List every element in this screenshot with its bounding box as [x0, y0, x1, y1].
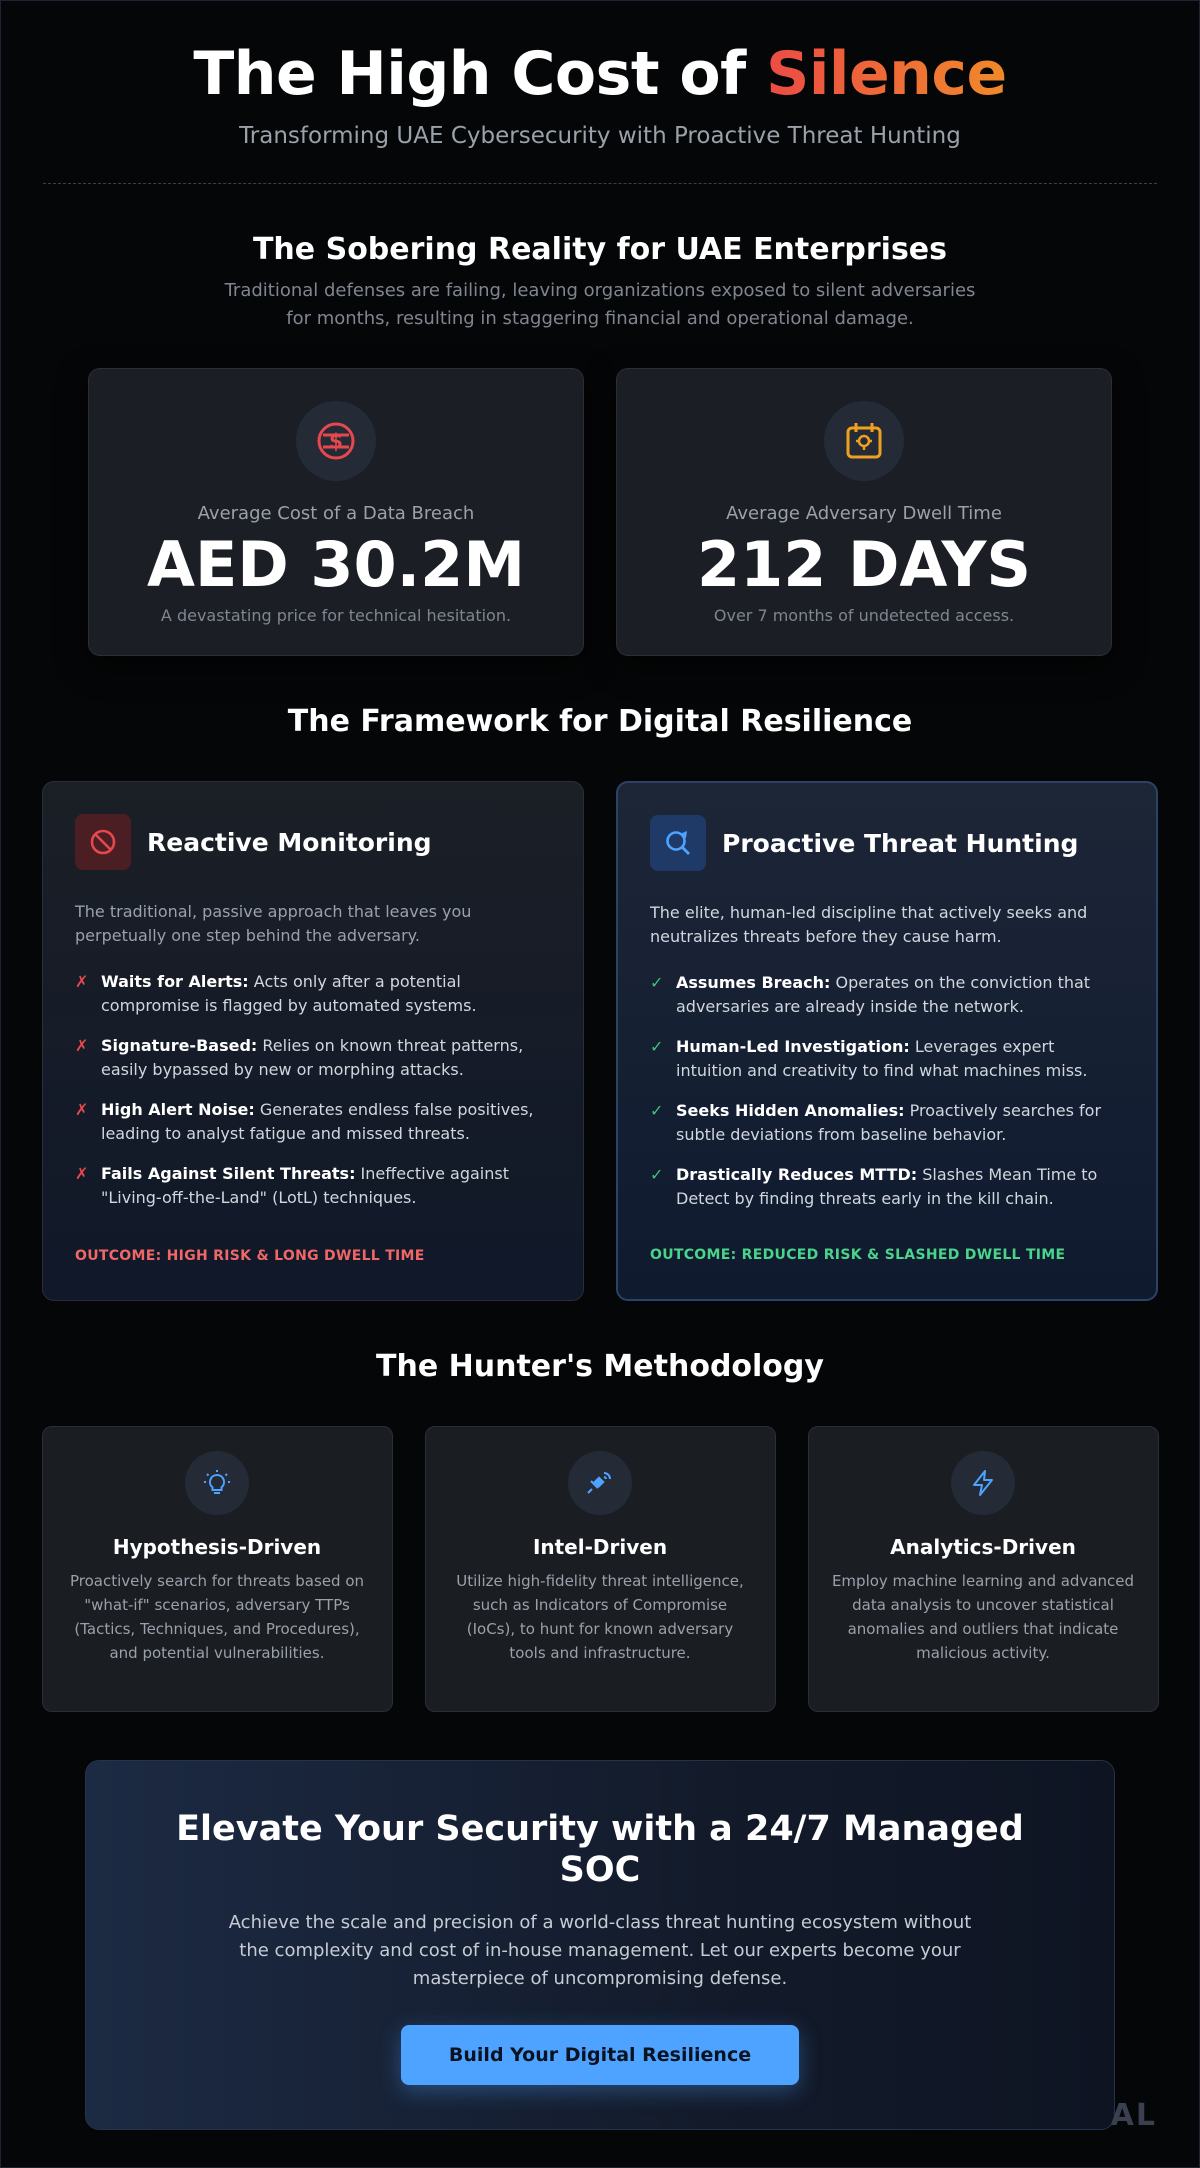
page-title	[1, 39, 1199, 109]
method-card-intel	[425, 1426, 776, 1712]
panel-description: The elite, human-led discipline that actively seeks and neutralizes threats before they cause harm.	[650, 903, 1088, 946]
item-text: Slashes Mean Time to Detect by finding threats early in the kill chain.	[676, 1165, 1098, 1208]
item-text: Leverages expert intuition and creativity to find what machines miss.	[676, 1037, 1088, 1080]
build-resilience-button[interactable]: Build Your Digital Resilience	[401, 2025, 799, 2085]
item-bold: Fails Against Silent Threats:	[101, 1164, 356, 1183]
reactive-list	[75, 970, 551, 1210]
proactive-list	[650, 971, 1124, 1211]
outcome-label: OUTCOME: REDUCED RISK & SLASHED DWELL TIME	[650, 1247, 1066, 1263]
method-description: Employ machine learning and advanced data analysis to uncover statistical anomalies and outliers that indicate malicious activity.	[831, 1572, 1135, 1662]
item-text: Operates on the conviction that adversaries are already inside the network.	[676, 973, 1091, 1016]
list-item	[650, 1163, 1124, 1211]
list-item	[75, 1098, 551, 1146]
target-search-icon	[650, 815, 706, 871]
header-divider	[43, 183, 1157, 184]
item-bold: Signature-Based:	[101, 1036, 258, 1055]
list-item	[650, 971, 1124, 1019]
stat-label: Average Adversary Dwell Time	[726, 503, 1002, 524]
framework-comparison	[1, 781, 1199, 1301]
svg-text:$: $	[329, 429, 343, 453]
method-card-analytics	[808, 1426, 1159, 1712]
stat-value: 212 DAYS	[696, 528, 1032, 601]
item-bold: Seeks Hidden Anomalies:	[676, 1101, 905, 1120]
stat-note: A devastating price for technical hesitation.	[160, 606, 512, 625]
watermark: AL	[1110, 2098, 1157, 2133]
hero-header	[1, 1, 1199, 149]
framework-title: The Framework for Digital Resilience	[287, 704, 913, 739]
item-text: Relies on known threat patterns, easily bypassed by new or morphing attacks.	[101, 1036, 524, 1079]
outcome-label: OUTCOME: HIGH RISK & LONG DWELL TIME	[75, 1248, 425, 1264]
method-title: Analytics-Driven	[890, 1535, 1076, 1559]
stat-value: AED 30.2M	[146, 528, 526, 601]
reality-section	[1, 232, 1199, 656]
item-bold: High Alert Noise:	[101, 1100, 255, 1119]
stat-cards	[1, 368, 1199, 656]
methodology-title: The Hunter's Methodology	[376, 1349, 824, 1384]
list-item	[650, 1035, 1124, 1083]
stat-label: Average Cost of a Data Breach	[197, 503, 475, 524]
stat-card-dwell-time	[616, 368, 1112, 656]
panel-title: Proactive Threat Hunting	[722, 828, 1079, 858]
panel-title: Reactive Monitoring	[147, 827, 432, 857]
page-subtitle: Transforming UAE Cybersecurity with Proactive Threat Hunting	[239, 123, 961, 149]
item-text: Proactively searches for subtle deviations from baseline behavior.	[676, 1101, 1102, 1144]
lightbulb-icon	[185, 1451, 249, 1515]
method-description: Utilize high-fidelity threat intelligence, such as Indicators of Compromise (IoCs), to hunt for known adversary tools and infrastructure.	[456, 1572, 744, 1662]
satellite-icon	[568, 1451, 632, 1515]
proactive-threat-hunting-panel	[616, 781, 1158, 1301]
framework-section	[1, 704, 1199, 1301]
method-card-hypothesis	[42, 1426, 393, 1712]
cross-icon: ✗	[75, 1100, 89, 1119]
title-accent: Silence	[766, 39, 1007, 109]
item-bold: Assumes Breach:	[676, 973, 831, 992]
list-item	[650, 1099, 1124, 1147]
list-item	[75, 1034, 551, 1082]
cta-title: Elevate Your Security with a 24/7 Managed SOC	[176, 1809, 1024, 1890]
panel-header	[650, 815, 1124, 871]
item-text: Acts only after a potential compromise is flagged by automated systems.	[101, 972, 477, 1015]
method-description: Proactively search for threats based on "what-if" scenarios, adversary TTPs (Tactics, Techniques, and Procedures), and potential vulnerabilities.	[69, 1572, 365, 1662]
methodology-cards	[1, 1426, 1199, 1712]
item-text: Ineffective against "Living-off-the-Land" (LotL) techniques.	[101, 1164, 509, 1207]
methodology-section	[1, 1349, 1199, 1712]
title-main: The High Cost of	[193, 39, 767, 109]
calendar-bug-icon	[824, 401, 904, 481]
money-off-icon	[296, 401, 376, 481]
list-item	[75, 970, 551, 1018]
item-bold: Drastically Reduces MTTD:	[676, 1165, 918, 1184]
check-icon: ✓	[650, 973, 664, 992]
check-icon: ✓	[650, 1101, 664, 1120]
panel-header	[75, 814, 551, 870]
reactive-monitoring-panel	[42, 781, 584, 1301]
panel-description: The traditional, passive approach that leaves you perpetually one step behind the adversary.	[75, 902, 472, 945]
cross-icon: ✗	[75, 972, 89, 991]
cross-icon: ✗	[75, 1036, 89, 1055]
bolt-icon	[951, 1451, 1015, 1515]
cta-section	[85, 1760, 1115, 2130]
list-item	[75, 1162, 551, 1210]
method-title: Hypothesis-Driven	[112, 1535, 322, 1559]
reality-description: Traditional defenses are failing, leaving organizations exposed to silent adversaries for months, resulting in staggering financial and operational damage.	[224, 280, 976, 329]
reality-title: The Sobering Reality for UAE Enterprises	[252, 232, 948, 267]
method-title: Intel-Driven	[532, 1535, 668, 1559]
item-bold: Human-Led Investigation:	[676, 1037, 910, 1056]
cta-description: Achieve the scale and precision of a world-class threat hunting ecosystem without the complexity and cost of in-house management. Let our experts become your masterpiece of uncompromising defense.	[228, 1912, 972, 1989]
stat-note: Over 7 months of undetected access.	[713, 606, 1015, 625]
cross-icon: ✗	[75, 1164, 89, 1183]
block-icon	[75, 814, 131, 870]
check-icon: ✓	[650, 1165, 664, 1184]
item-bold: Waits for Alerts:	[101, 972, 249, 991]
stat-card-breach-cost	[88, 368, 584, 656]
item-text: Generates endless false positives, leading to analyst fatigue and missed threats.	[101, 1100, 534, 1143]
check-icon: ✓	[650, 1037, 664, 1056]
